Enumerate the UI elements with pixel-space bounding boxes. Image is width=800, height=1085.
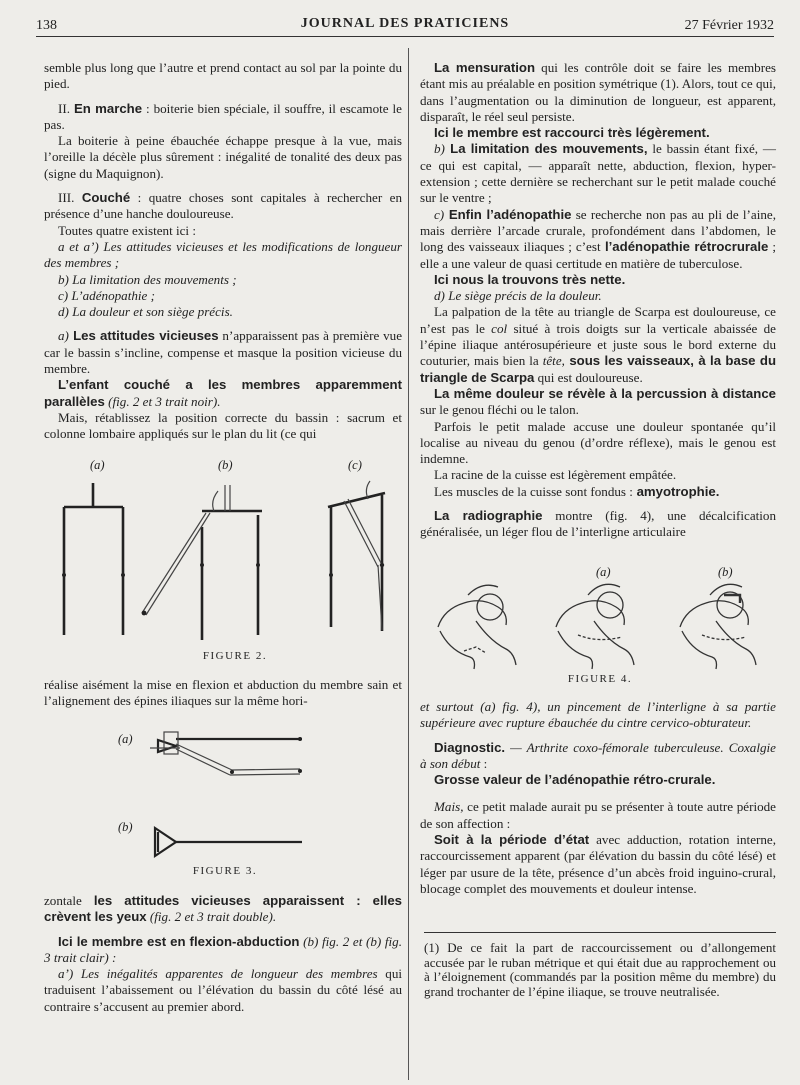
- footnote: (1) De ce fait la part de raccourcissement ou d’allongement accusée par le ruban métrique et qui était due au rapprochement ou à l’éloignement (commandés par la position même du membre) du grand trochanter de l’épine iliaque, se trouve neutralisée.: [424, 932, 776, 999]
- paragraph: La mensuration qui les contrôle doit se faire les membres étant mis au préalable en position symétrique (1). Alors, tout ce qui, dans l’augmentation ou la diminution de longueur, est apparent, disparaît, le réel seul persiste.: [420, 60, 776, 124]
- right-column-bottom: [420, 699, 776, 897]
- paragraph: Soit à la période d’état avec adduction, rotation interne, raccourcissement apparent (par élévation du bassin du côté lésé) et léger par usure de la tête, présence d’un abcès froid inguino-crural, blocage complet des mouvements et douleur intense.: [420, 832, 776, 896]
- section-heading-couche: III. Couché : quatre choses sont capitales à rechercher en présence d’une hanche douloureuse.: [44, 190, 403, 222]
- figure-4: [428, 565, 778, 685]
- paragraph: a) Les attitudes vicieuses n’apparaissent pas à première vue car le bassin s’incline, compense et masque la position vicieuse du membre.: [44, 328, 402, 377]
- figure-3: [110, 722, 350, 862]
- paragraph: Parfois le petit malade accuse une douleur spontanée qu’il localise au niveau du genou (d’ordre réflexe), mais le genou est indemne.: [420, 418, 776, 467]
- paragraph: c) Enfin l’adénopathie se recherche non pas au pli de l’aine, mais derrière l’arcade crurale, profondément dans l’abdomen, le long des vaisseaux iliaques ; c’est l’adénopathie rétrocrurale ; elle a une valeur de quasi certitude en matière de tuberculose.: [420, 206, 776, 271]
- journal-title: JOURNAL DES PRATICIENS: [300, 16, 510, 31]
- fig4-caption: FIGURE 4.: [567, 673, 633, 685]
- paragraph: Ici le membre est raccourci très légèrement.: [434, 125, 710, 141]
- column-divider: [408, 48, 409, 1080]
- paragraph: Ici le membre est en flexion-abduction (b) fig. 2 et (b) fig. 3 trait clair) :: [44, 933, 402, 965]
- paragraph: La même douleur se révèle à la percussion à distance sur le genou fléchi ou le talon.: [420, 385, 776, 418]
- left-column-middle: [44, 677, 402, 710]
- paragraph: b) La limitation des mouvements, le bassin étant fixé, — ce qui est capital, — apparaît nette, abduction, flexion, hyper-extension ; cette dernière se recherchant sur le petit malade couché sur le ventre ;: [420, 141, 776, 206]
- paragraph: Les muscles de la cuisse sont fondus : amyotrophie.: [434, 483, 720, 499]
- diagnostic: Diagnostic. — Arthrite coxo-fémorale tuberculeuse. Coxalgie à son début :: [420, 739, 776, 771]
- paragraph: a’) Les inégalités apparentes de longueur des membres qui traduisent l’abaissement ou l’élévation du bassin du côté lésé au contraire s’accusent au premier abord.: [44, 966, 403, 1014]
- section-heading-marche: II. En marche : boiterie bien spéciale, il souffre, il escamote le pas.: [44, 100, 402, 132]
- right-column-top: [420, 60, 776, 541]
- paragraph: zontale les attitudes vicieuses apparaissent : elles crèvent les yeux (fig. 2 et 3 trait double).: [44, 893, 402, 925]
- fig2-label-b: (b): [218, 458, 233, 472]
- paragraph: La racine de la cuisse est légèrement empâtée.: [434, 467, 677, 483]
- fig3-caption: FIGURE 3.: [192, 865, 258, 877]
- paragraph: Toutes quatre existent ici :: [58, 222, 196, 238]
- fig3-label-b: (b): [118, 820, 133, 834]
- figure-2: [40, 455, 408, 665]
- fig2-drawing: [40, 455, 408, 665]
- fig3-label-a: (a): [118, 732, 133, 746]
- fig3-drawing: [110, 722, 350, 862]
- paragraph: Mais, rétablissez la position correcte du bassin : sacrum et colonne lombaire appliqués sur le plan du lit (ce qui: [44, 409, 402, 442]
- fig2-label-a: (a): [90, 458, 105, 472]
- list-item: d) La douleur et son siège précis.: [58, 304, 233, 320]
- left-column-top: [44, 60, 402, 443]
- paragraph: La boiterie à peine ébauchée échappe presque à la vue, mais l’oreille la décèle plus sûrement : inégalité de tonalité des deux pas (signe du Maquignon).: [44, 133, 402, 181]
- paragraph: et surtout (a) fig. 4), un pincement de l’interligne à sa partie supérieure avec rupture ébauchée du cintre cervico-obturateur.: [420, 699, 776, 731]
- page-header: [36, 14, 774, 37]
- left-column-bottom: [44, 893, 402, 1015]
- paragraph: semble plus long que l’autre et prend contact au sol par la pointe du pied.: [44, 60, 402, 92]
- paragraph: La radiographie montre (fig. 4), une décalcification généralisée, un léger flou de l’interligne articulaire: [420, 508, 776, 540]
- list-item: a et a’) Les attitudes vicieuses et les modifications de longueur des membres ;: [44, 238, 402, 271]
- fig4-label-a: (a): [596, 565, 611, 579]
- fig2-caption: FIGURE 2.: [202, 650, 268, 662]
- fig4-label-b: (b): [718, 565, 733, 579]
- paragraph: réalise aisément la mise en flexion et abduction du membre sain et l’alignement des épines iliaques sur la même hori-: [44, 677, 402, 709]
- paragraph: La palpation de la tête au triangle de Scarpa est douloureuse, ce n’est pas le col situé à trois doigts sur la verticale abaissée de l’épine iliaque antérosupérieure et juste sous le bord externe du couturier, mais bien la tête, sous les vaisseaux, à la base du triangle de Scarpa qui est douloureuse.: [420, 304, 776, 385]
- page-number: 138: [36, 18, 57, 33]
- fig2-label-c: (c): [348, 458, 362, 472]
- list-item: c) L’adénopathie ;: [58, 287, 155, 303]
- paragraph: Grosse valeur de l’adénopathie rétro-crurale.: [434, 772, 716, 788]
- fig4-drawing: [428, 565, 778, 685]
- paragraph: d) Le siège précis de la douleur.: [434, 288, 602, 304]
- list-item: b) La limitation des mouvements ;: [58, 271, 237, 287]
- paragraph: Ici nous la trouvons très nette.: [434, 271, 626, 287]
- issue-date: 27 Février 1932: [684, 18, 774, 33]
- paragraph: L’enfant couché a les membres apparemment parallèles (fig. 2 et 3 trait noir).: [44, 377, 402, 409]
- paragraph: Mais, ce petit malade aurait pu se présenter à toute autre période de son affection :: [420, 799, 776, 831]
